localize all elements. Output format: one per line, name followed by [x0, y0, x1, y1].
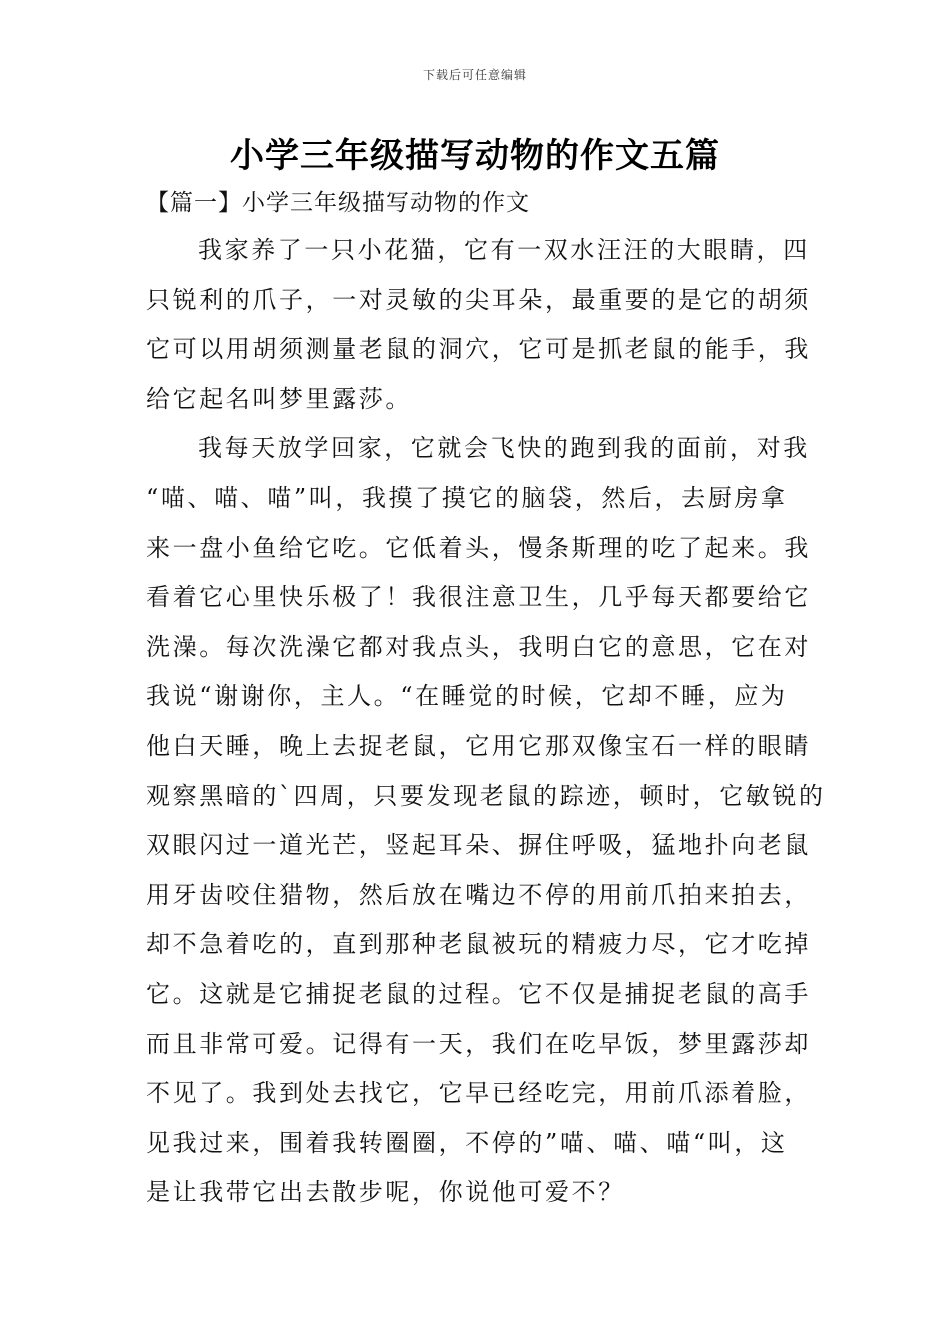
essay-body	[146, 226, 826, 1218]
paragraph-2-line: 是让我带它出去散步呢，你说他可爱不？	[146, 1178, 625, 1207]
paragraph-2-line: 不见了。我到处去找它，它早已经吃完，用前爪添着脸，	[146, 1079, 811, 1108]
paragraph-2-line: 用牙齿咬住猎物，然后放在嘴边不停的用前爪拍来拍去，	[146, 880, 811, 909]
paragraph-2-line: 他白天睡，晚上去捉老鼠，它用它那双像宝石一样的眼睛	[146, 731, 811, 760]
document-title: 小学三年级描写动物的作文五篇	[230, 136, 720, 176]
paragraph-2-line: 观察黑暗的`四周，只要发现老鼠的踪迹，顿时，它敏锐的	[146, 781, 826, 810]
section-heading: 【篇一】小学三年级描写动物的作文	[146, 190, 530, 216]
paragraph-2-line: 双眼闪过一道光芒，竖起耳朵、摒住呼吸，猛地扑向老鼠	[146, 831, 811, 860]
paragraph-2-line: 我每天放学回家，它就会飞快的跑到我的面前，对我	[198, 434, 810, 463]
paragraph-1-line: 我家养了一只小花猫，它有一双水汪汪的大眼睛，四	[198, 236, 810, 264]
paragraph-2-line: 洗澡。每次洗澡它都对我点头，我明白它的意思，它在对	[146, 632, 811, 661]
paragraph-1-line: 它可以用胡须测量老鼠的洞穴，它可是抓老鼠的能手，我	[146, 335, 811, 364]
header-note: 下载后可任意编辑	[422, 68, 527, 82]
paragraph-2-line: 来一盘小鱼给它吃。它低着头，慢条斯理的吃了起来。我	[146, 533, 811, 562]
paragraph-1-line: 给它起名叫梦里露莎。	[146, 384, 412, 413]
paragraph-2-line: 它。这就是它捕捉老鼠的过程。它不仅是捕捉老鼠的高手	[146, 979, 811, 1008]
paragraph-2-line: 看着它心里快乐极了！我很注意卫生，几乎每天都要给它	[146, 583, 811, 612]
paragraph-2-line: “喵、喵、喵”叫，我摸了摸它的脑袋，然后，去厨房拿	[146, 483, 788, 512]
paragraph-2-line: 见我过来，围着我转圈圈，不停的”喵、喵、喵“叫，这	[146, 1128, 788, 1157]
paragraph-2-line: 我说“谢谢你，主人。“在睡觉的时候，它却不睡，应为	[146, 682, 788, 711]
paragraph-1-line: 只锐利的爪子，一对灵敏的尖耳朵，最重要的是它的胡须	[146, 285, 811, 314]
paragraph-2-line: 却不急着吃的，直到那种老鼠被玩的精疲力尽，它才吃掉	[146, 930, 811, 959]
paragraph-2-line: 而且非常可爱。记得有一天，我们在吃早饭，梦里露莎却	[146, 1029, 811, 1058]
